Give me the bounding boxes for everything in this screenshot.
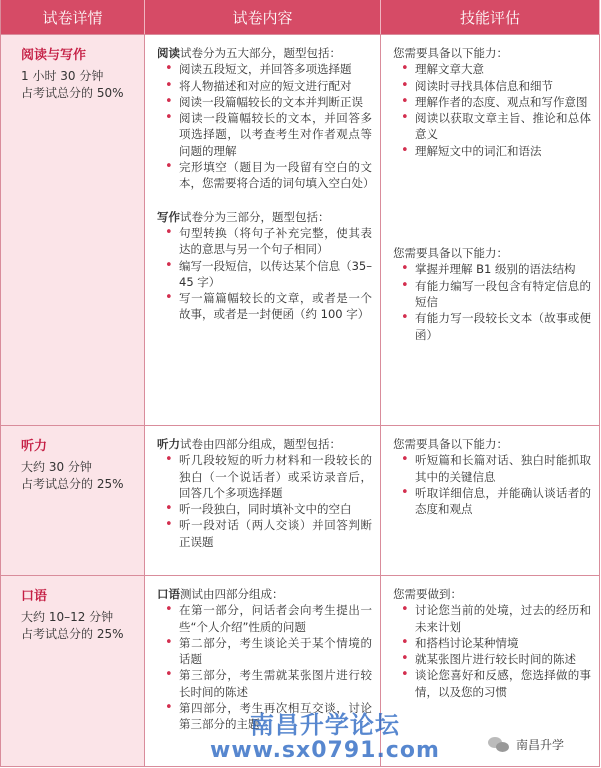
details-cell — [1, 576, 145, 766]
watermark-url: www.sx0791.com — [210, 738, 440, 763]
list-item: • 和搭档讨论某种情境 — [393, 635, 591, 651]
wechat-badge — [488, 736, 564, 753]
weight: 占考试总分的 25% — [21, 477, 124, 491]
list-item: • 第二部分，考生谈论关于某个情境的话题 — [157, 635, 372, 668]
list-item: • 听短篇和长篇对话、独白时能抓取其中的关键信息 — [393, 452, 591, 485]
list-item: • 理解作者的态度、观点和写作意图 — [393, 94, 591, 110]
reading-skills-list — [393, 61, 591, 159]
weight: 占考试总分的 25% — [21, 627, 124, 641]
listening-list — [157, 452, 372, 550]
list-item: • 阅读以获取文章主旨、推论和总体意义 — [393, 110, 591, 143]
duration: 大约 10–12 分钟 — [21, 610, 114, 624]
list-item: • 写一篇篇幅较长的文章，或者是一个故事，或者是一封便函（约 100 字） — [157, 290, 372, 323]
list-item: • 听取详细信息，并能确认谈话者的态度和观点 — [393, 485, 591, 518]
wechat-icon — [488, 737, 510, 753]
list-item: • 阅读五段短文，并回答多项选择题 — [157, 61, 372, 77]
row-reading-writing — [1, 34, 600, 425]
list-item: • 将人物描述和对应的短文进行配对 — [157, 78, 372, 94]
reading-list — [157, 61, 375, 191]
list-item: • 完形填空（题目为一段留有空白的文本，您需要将合适的词句填入空白处） — [157, 159, 372, 192]
wechat-label: 南昌升学 — [516, 738, 565, 752]
details-cell — [1, 426, 145, 575]
list-item: • 第三部分，考生需就某张图片进行较长时间的陈述 — [157, 667, 372, 700]
list-item: • 讨论您当前的处境，过去的经历和未来计划 — [393, 602, 591, 635]
duration: 1 小时 30 分钟 — [21, 69, 104, 83]
writing-intro: 写作试卷分为三部分，题型包括： — [157, 209, 330, 224]
list-item: • 有能力编写一段包含有特定信息的短信 — [393, 278, 591, 311]
weight: 占考试总分的 50% — [21, 86, 124, 100]
section-name: 阅读与写作 — [21, 48, 87, 63]
list-item: • 第四部分，考生再次相互交谈，讨论第三部分的主题 — [157, 700, 372, 733]
details-cell — [1, 35, 145, 425]
list-item: • 阅读一段篇幅较长的文本，并回答多项选择题，以考查考生对作者观点等问题的理解 — [157, 110, 372, 159]
header-exam-content: 试卷内容 — [145, 0, 381, 34]
speaking-intro: 口语测试由四部分组成： — [157, 587, 284, 601]
speaking-skills-intro: 您需要做到： — [393, 587, 462, 601]
list-item: • 听一段对话（两人交谈）并回答判断正误题 — [157, 517, 372, 550]
list-item: • 理解文章大意 — [393, 61, 591, 77]
listening-skills-intro: 您需要具备以下能力： — [393, 437, 508, 451]
watermark-title: 南昌升学论坛 — [249, 711, 400, 739]
reading-intro: 阅读试卷分为五大部分，题型包括： — [157, 46, 341, 60]
list-item: • 阅读一段篇幅较长的文本并判断正误 — [157, 94, 372, 110]
list-item: • 听几段较短的听力材料和一段较长的独白（一个说话者）或采访录音后，回答几个多项选择题 — [157, 452, 372, 501]
list-item: • 有能力写一段较长文本（故事或便函） — [393, 310, 591, 343]
list-item: • 理解短文中的词汇和语法 — [393, 143, 591, 159]
list-item: • 句型转换（将句子补充完整，使其表达的意思与另一个句子相同） — [157, 225, 372, 258]
writing-list — [157, 225, 372, 323]
list-item: • 听一段独白，同时填补文中的空白 — [157, 501, 372, 517]
speaking-skills-list — [393, 602, 591, 700]
header-exam-details: 试卷详情 — [1, 0, 145, 34]
listening-intro: 听力试卷由四部分组成，题型包括： — [157, 437, 341, 451]
list-item: • 掌握并理解 B1 级别的语法结构 — [393, 261, 591, 277]
content-cell — [145, 426, 381, 575]
listening-skills-list — [393, 452, 591, 517]
writing-skills-list — [393, 261, 591, 342]
watermark — [210, 712, 440, 764]
list-item: • 在第一部分，问话者会向考生提出一些“个人介绍”性质的问题 — [157, 602, 372, 635]
reading-skills-intro: 您需要具备以下能力： — [393, 46, 508, 60]
duration: 大约 30 分钟 — [21, 460, 92, 474]
skills-cell — [381, 426, 600, 575]
writing-skills-intro: 您需要具备以下能力： — [393, 246, 508, 261]
list-item: • 就某张图片进行较长时间的陈述 — [393, 651, 591, 667]
section-name: 口语 — [21, 589, 48, 604]
list-item: • 谈论您喜好和反感，您选择做的事情，以及您的习惯 — [393, 667, 591, 700]
header-skills-assessment: 技能评估 — [381, 0, 600, 34]
row-listening — [1, 425, 600, 575]
list-item: • 编写一段短信，以传达某个信息（35–45 字） — [157, 258, 372, 291]
content-cell — [145, 35, 381, 425]
skills-cell — [381, 35, 600, 425]
table-header — [1, 0, 600, 34]
section-name: 听力 — [21, 439, 48, 454]
list-item: • 阅读时寻找具体信息和细节 — [393, 78, 591, 94]
